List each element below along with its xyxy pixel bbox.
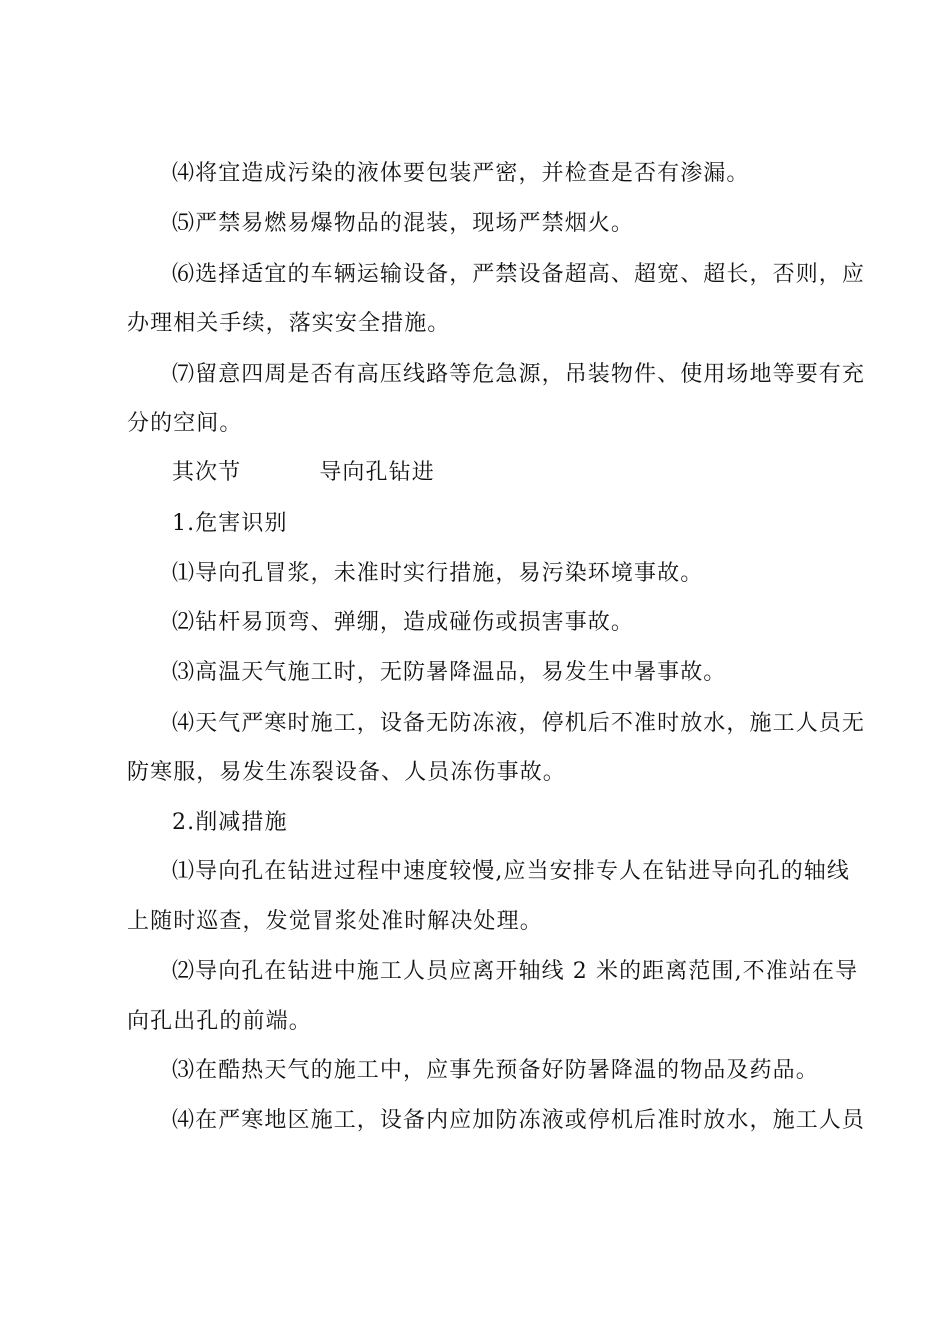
- paragraph-5-line-1: ⑸严禁易燃易爆物品的混装，现场严禁烟火。: [172, 211, 635, 236]
- paragraph-7-line-1: ⑺留意四周是否有高压线路等危急源，吊装物件、使用场地等要有充: [172, 362, 866, 387]
- measure-1-line-1: ⑴导向孔在钻进过程中速度较慢,应当安排专人在钻进导向孔的轴线: [172, 859, 850, 884]
- subheading-hazard-identification: 1.危害识别: [172, 511, 288, 536]
- hazard-4-line-2: 防寒服，易发生冻裂设备、人员冻伤事故。: [127, 760, 566, 785]
- measure-1-line-2: 上随时巡查，发觉冒浆处准时解决处理。: [127, 909, 543, 934]
- hazard-3-line-1: ⑶高温天气施工时，无防暑降温品，易发生中暑事故。: [172, 660, 727, 685]
- measure-2-line-2: 向孔出孔的前端。: [127, 1009, 312, 1034]
- paragraph-4-line-1: ⑷将宜造成污染的液体要包装严密，并检查是否有渗漏。: [172, 161, 750, 186]
- hazard-4-line-1: ⑷天气严寒时施工，设备无防冻液，停机后不准时放水，施工人员无: [172, 711, 866, 736]
- hazard-2-line-1: ⑵钻杆易顶弯、弹绷，造成碰伤或损害事故。: [172, 610, 635, 635]
- section-number: 其次节: [172, 460, 242, 485]
- measure-2-line-1: ⑵导向孔在钻进中施工人员应离开轴线 2 米的距离范围,不准站在导: [172, 959, 859, 984]
- paragraph-7-line-2: 分的空间。: [127, 411, 243, 436]
- measure-3-line-1: ⑶在酷热天气的施工中，应事先预备好防暑降温的物品及药品。: [172, 1058, 819, 1083]
- section-heading: [0, 458, 950, 488]
- hazard-1-line-1: ⑴导向孔冒浆，未准时实行措施，易污染环境事故。: [172, 561, 704, 586]
- measure-4-line-1: ⑷在严寒地区施工，设备内应加防冻液或停机后准时放水，施工人员: [172, 1108, 866, 1133]
- section-title: 导向孔钻进: [319, 460, 435, 485]
- paragraph-6-line-1: ⑹选择适宜的车辆运输设备，严禁设备超高、超宽、超长，否则，应: [172, 262, 866, 287]
- subheading-reduction-measures: 2.削减措施: [172, 810, 288, 835]
- paragraph-6-line-2: 办理相关手续，落实安全措施。: [127, 311, 451, 336]
